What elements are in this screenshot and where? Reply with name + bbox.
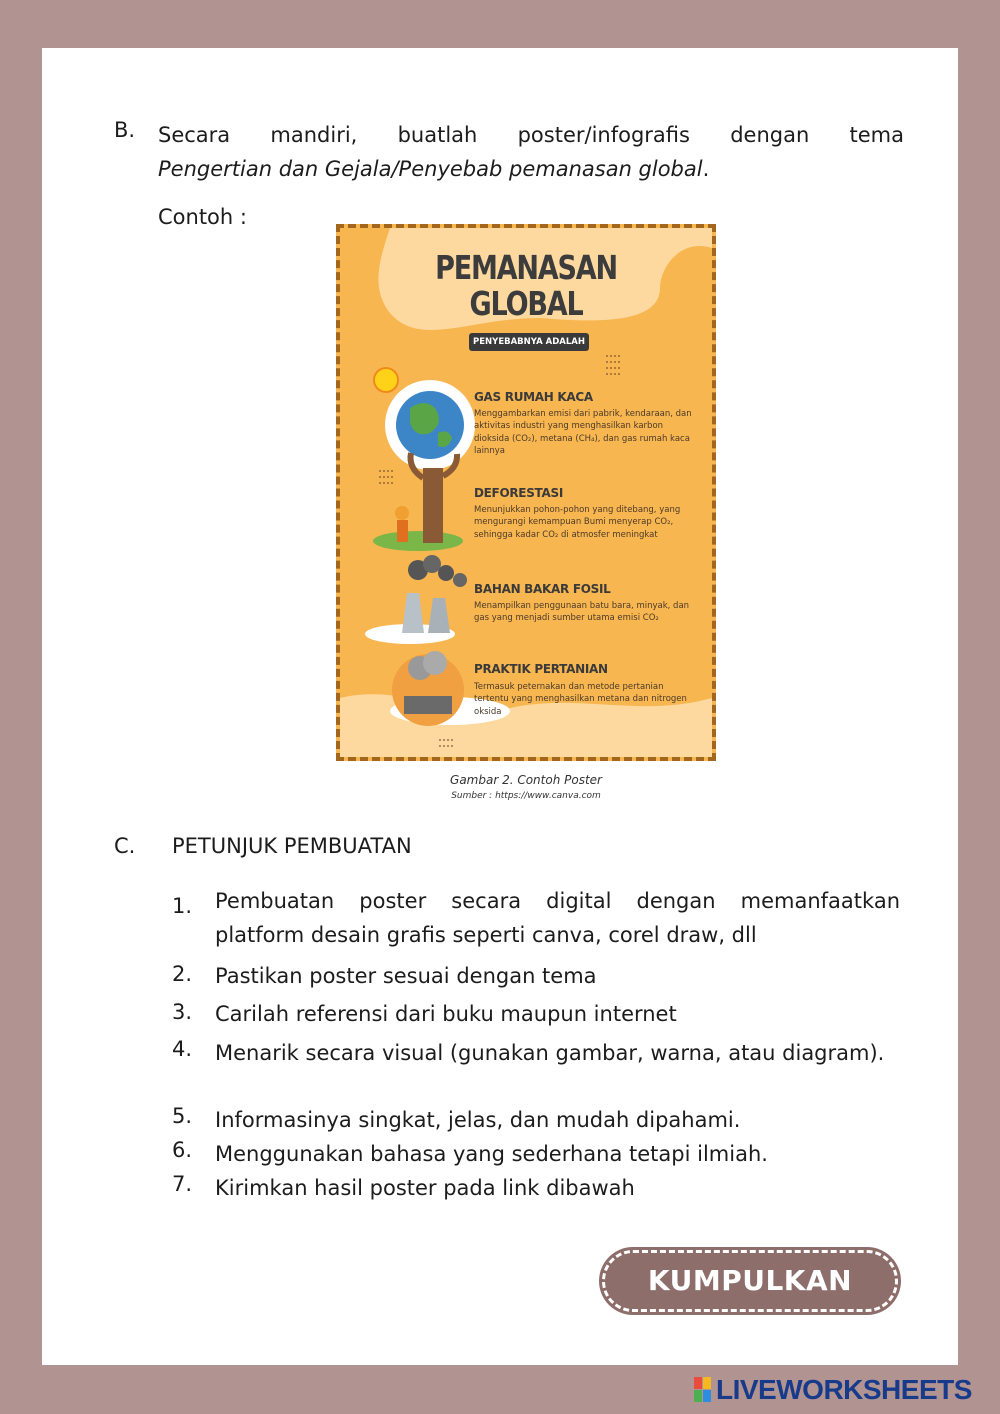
contoh-label: Contoh : [158,205,247,229]
list-text: Pastikan poster sesuai dengan tema [215,964,597,988]
section-b-theme: Pengertian dan Gejala/Penyebab pemanasan global [158,157,703,181]
list-item [172,997,900,1031]
poster-item-heading: GAS RUMAH KACA [474,390,593,404]
section-b-period: . [702,157,710,181]
list-number: 1. [172,894,193,918]
list-number: 5. [172,1104,193,1128]
list-text: Kirimkan hasil poster pada link dibawah [215,1176,635,1200]
list-item [172,1171,900,1205]
list-text: Carilah referensi dari buku maupun internet [215,1002,677,1026]
list-text: Informasinya singkat, jelas, dan mudah dipahami. [215,1108,741,1132]
poster-title-line2: GLOBAL [469,284,583,323]
poster-item-heading: DEFORESTASI [474,486,563,500]
section-c-letter: C. [114,834,136,858]
section-b [114,118,904,186]
poster-item-heading: BAHAN BAKAR FOSIL [474,582,611,596]
list-number: 3. [172,1000,193,1024]
list-number: 2. [172,962,193,986]
liveworksheets-logo-icon [694,1377,712,1403]
list-item [172,959,900,993]
figure-source: Sumber : https://www.canva.com [451,791,601,801]
poster-item-text: Menampilkan penggunaan batu bara, minyak, dan gas yang menjadi sumber utama emisi CO₂ [474,601,690,624]
poster-item-text: Menggambarkan emisi dari pabrik, kendaraan, dan aktivitas industri yang menghasilkan karbon dioksida (CO₂), metana (CH₄), dan gas rumah kaca lainnya [474,409,692,457]
section-c-title: PETUNJUK PEMBUATAN [172,834,412,858]
kumpulkan-button[interactable]: KUMPULKAN [602,1250,898,1312]
list-text: Menarik secara visual (gunakan gambar, warna, atau diagram). [215,1041,885,1065]
poster-item-heading: PRAKTIK PERTANIAN [474,662,608,676]
poster-item-text: Menunjukkan pohon-pohon yang ditebang, yang mengurangi kemampuan Bumi menyerap CO₂, sehingga kadar CO₂ di atmosfer meningkat [474,505,681,540]
list-text: Pembuatan poster secara digital dengan memanfaatkan platform desain grafis seperti canva, corel draw, dll [215,889,900,947]
list-number: 6. [172,1138,193,1162]
figure-caption: Gambar 2. Contoh Poster [450,773,602,787]
section-b-letter: B. [114,118,136,142]
poster-tag: PENYEBABNYA ADALAH [469,333,589,351]
list-number: 7. [172,1172,193,1196]
list-item [172,1137,900,1171]
poster-item-text: Termasuk peternakan dan metode pertanian tertentu yang menghasilkan metana dan nitrogen oksida [474,682,687,717]
list-item [172,1036,900,1070]
list-number: 4. [172,1037,193,1061]
liveworksheets-name: LIVEWORKSHEETS [716,1374,972,1405]
section-b-line1: Secara mandiri, buatlah poster/infografis dengan tema [158,123,904,147]
list-text: Menggunakan bahasa yang sederhana tetapi ilmiah. [215,1142,768,1166]
poster-title-line1: PEMANASAN [435,248,617,287]
list-item [172,884,900,952]
list-item [172,1103,900,1137]
example-poster [336,224,716,761]
